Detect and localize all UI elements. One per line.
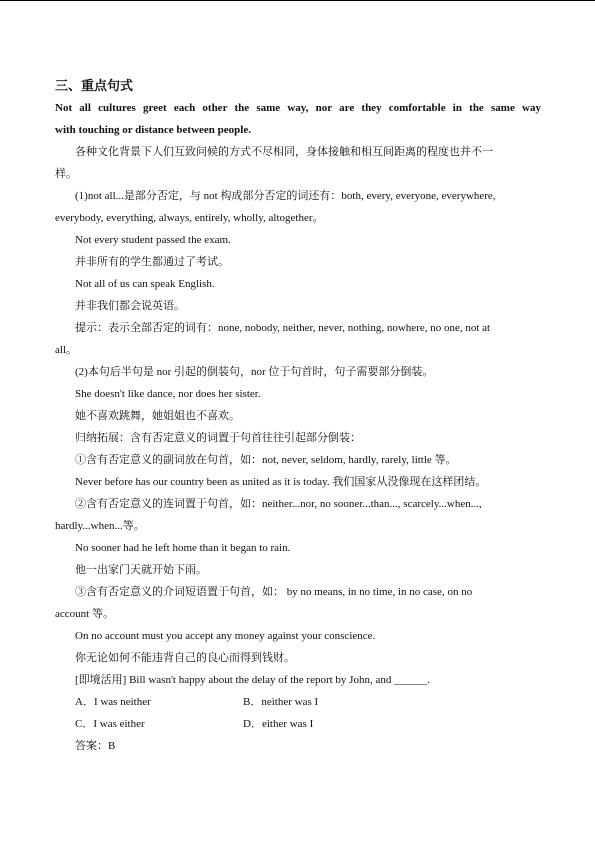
option-a: A．I was neither xyxy=(75,696,151,708)
example-6-chinese: 你无论如何不能违背自己的良心而得到钱财。 xyxy=(75,652,295,664)
summary-intro: 归纳拓展：含有否定意义的词置于句首往往引起部分倒装： xyxy=(75,432,361,444)
note-1-line-1: (1)not all...是部分否定，与 not 构成部分否定的词还有：both, every, everyone, everywhere, xyxy=(75,190,496,202)
translation-line-2: 样。 xyxy=(55,168,77,180)
tip-line-1: 提示：表示全部否定的词有：none, nobody, neither, never, nothing, nowhere, no one, not at xyxy=(75,322,491,334)
example-4: Never before has our country been as united as it is today. 我们国家从没像现在这样团结。 xyxy=(75,476,487,488)
point-2-line-2: hardly...when...等。 xyxy=(55,520,145,532)
key-sentence-line-2: with touching or distance between people. xyxy=(55,124,251,136)
option-d: D．either was I xyxy=(243,718,314,730)
point-2-line-1: ②含有否定意义的连词置于句首，如：neither...nor, no sooner...than..., scarcely...when..., xyxy=(75,498,482,510)
note-1-line-2: everybody, everything, always, entirely, wholly, altogether。 xyxy=(55,212,324,224)
example-3-chinese: 她不喜欢跳舞，她姐姐也不喜欢。 xyxy=(75,410,240,422)
option-b: B．neither was I xyxy=(243,696,319,708)
point-3-line-2: account 等。 xyxy=(55,608,114,620)
example-1-english: Not every student passed the exam. xyxy=(75,234,231,246)
example-6-english: On no account must you accept any money against your conscience. xyxy=(75,630,376,642)
page-top-border xyxy=(0,0,595,1)
section-heading: 三、重点句式 xyxy=(55,78,134,93)
example-2-chinese: 并非我们都会说英语。 xyxy=(75,300,185,312)
point-3-line-1: ③含有否定意义的介词短语置于句首，如： by no means, in no time, in no case, on no xyxy=(75,586,473,598)
exercise-answer: 答案：B xyxy=(75,740,116,752)
note-2: (2)本句后半句是 nor 引起的倒装句，nor 位于句首时，句子需要部分倒装。 xyxy=(75,366,434,378)
exercise-question: [即境活用] Bill wasn't happy about the delay of the report by John, and ______. xyxy=(75,674,430,686)
option-c: C．I was either xyxy=(75,718,145,730)
example-2-english: Not all of us can speak English. xyxy=(75,278,215,290)
key-sentence-line-1: Not all cultures greet each other the same way, nor are they comfortable in the same way xyxy=(55,102,541,114)
example-5-english: No sooner had he left home than it began to rain. xyxy=(75,542,291,554)
point-1: ①含有否定意义的副词放在句首，如：not, never, seldom, hardly, rarely, little 等。 xyxy=(75,454,457,466)
example-1-chinese: 并非所有的学生都通过了考试。 xyxy=(75,256,229,268)
tip-line-2: all。 xyxy=(55,344,77,356)
translation-line-1: 各种文化背景下人们互致问候的方式不尽相同，身体接触和相互间距离的程度也并不一 xyxy=(75,146,493,158)
example-3-english: She doesn't like dance, nor does her sister. xyxy=(75,388,261,400)
example-5-chinese: 他一出家门天就开始下雨。 xyxy=(75,564,207,576)
